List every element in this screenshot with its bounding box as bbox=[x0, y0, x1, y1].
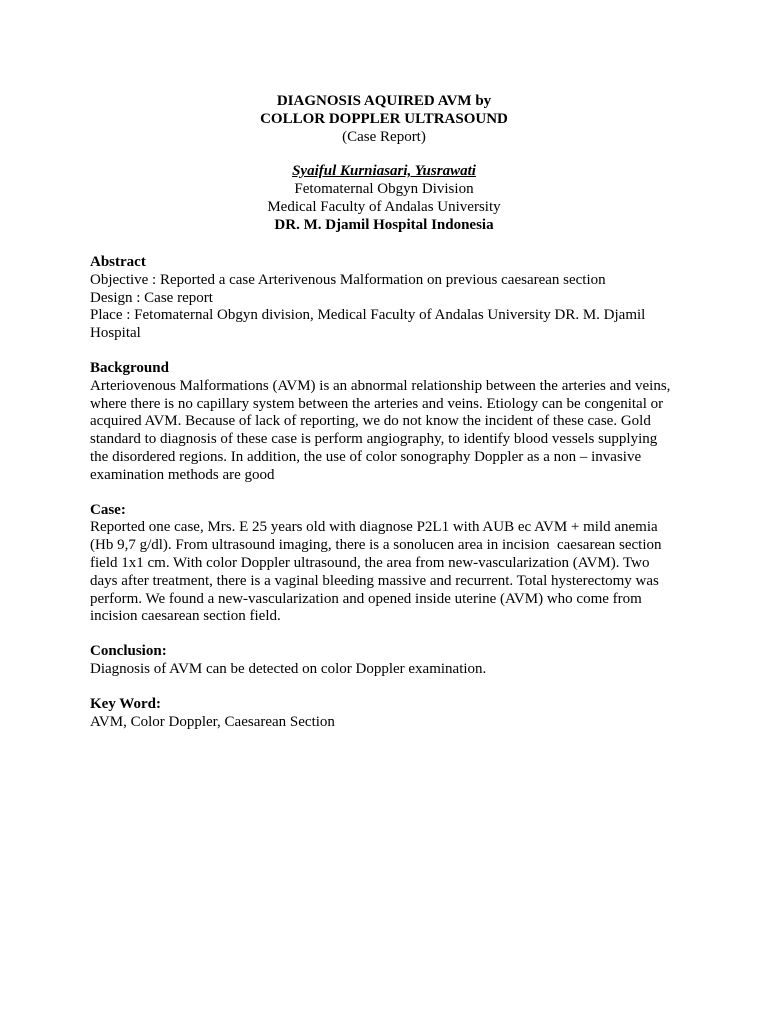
affiliation-division: Fetomaternal Obgyn Division bbox=[294, 181, 474, 197]
background-heading: Background bbox=[90, 359, 169, 376]
subtitle: (Case Report) bbox=[342, 129, 426, 145]
abstract-design: Design : Case report bbox=[90, 289, 213, 306]
abstract-place-line-1: Place : Fetomaternal Obgyn division, Medical Faculty of Andalas University DR. M. Djamil bbox=[90, 307, 646, 324]
spacer bbox=[0, 147, 768, 163]
background-section bbox=[90, 360, 690, 485]
conclusion-text: Diagnosis of AVM can be detected on color Doppler examination. bbox=[90, 660, 487, 677]
abstract-section bbox=[90, 254, 690, 343]
authors: Syaiful Kurniasari, Yusrawati bbox=[292, 163, 476, 179]
case-line: field 1x1 cm. With color Doppler ultrasound, the area from new-vascularization (AVM). Two bbox=[90, 554, 650, 571]
case-line: incision caesarean section field. bbox=[90, 608, 281, 625]
conclusion-section bbox=[90, 643, 690, 679]
background-line: standard to diagnosis of these case is perform angiography, to identify blood vessels supplying bbox=[90, 431, 658, 448]
keywords-heading: Key Word: bbox=[90, 695, 161, 712]
case-heading: Case: bbox=[90, 501, 126, 518]
affiliation-hospital: DR. M. Djamil Hospital Indonesia bbox=[274, 217, 494, 233]
background-line: where there is no capillary system between the arteries and veins. Etiology can be congenital or bbox=[90, 395, 664, 412]
affiliation-faculty: Medical Faculty of Andalas University bbox=[267, 199, 501, 215]
case-line: days after treatment, there is a vaginal bleeding massive and recurrent. Total hysterectomy was bbox=[90, 572, 659, 589]
background-line: Arteriovenous Malformations (AVM) is an abnormal relationship between the arteries and veins, bbox=[90, 377, 671, 394]
keywords-section bbox=[90, 696, 690, 732]
conclusion-heading: Conclusion: bbox=[90, 643, 167, 660]
abstract-heading: Abstract bbox=[90, 254, 146, 270]
background-line: acquired AVM. Because of lack of reporting, we do not know the incident of these case. Gold bbox=[90, 413, 651, 430]
keywords-text: AVM, Color Doppler, Caesarean Section bbox=[90, 713, 335, 730]
document-header bbox=[0, 93, 768, 235]
document-body bbox=[90, 254, 690, 748]
case-line: (Hb 9,7 g/dl). From ultrasound imaging, there is a sonolucen area in incision caesarean section bbox=[90, 537, 662, 554]
abstract-objective: Objective : Reported a case Arterivenous Malformation on previous caesarean section bbox=[90, 271, 606, 288]
abstract-place-line-2: Hospital bbox=[90, 325, 141, 342]
case-line: Reported one case, Mrs. E 25 years old with diagnose P2L1 with AUB ec AVM + mild anemia bbox=[90, 519, 658, 536]
background-line: examination methods are good bbox=[90, 466, 275, 483]
case-section bbox=[90, 502, 690, 627]
case-line: perform. We found a new-vascularization and opened inside uterine (AVM) who come from bbox=[90, 590, 642, 607]
title-line-1: DIAGNOSIS AQUIRED AVM by bbox=[276, 93, 492, 109]
background-line: the disordered regions. In addition, the use of color sonography Doppler as a non – invasive bbox=[90, 448, 642, 465]
title-line-2: COLLOR DOPPLER ULTRASOUND bbox=[260, 111, 508, 127]
